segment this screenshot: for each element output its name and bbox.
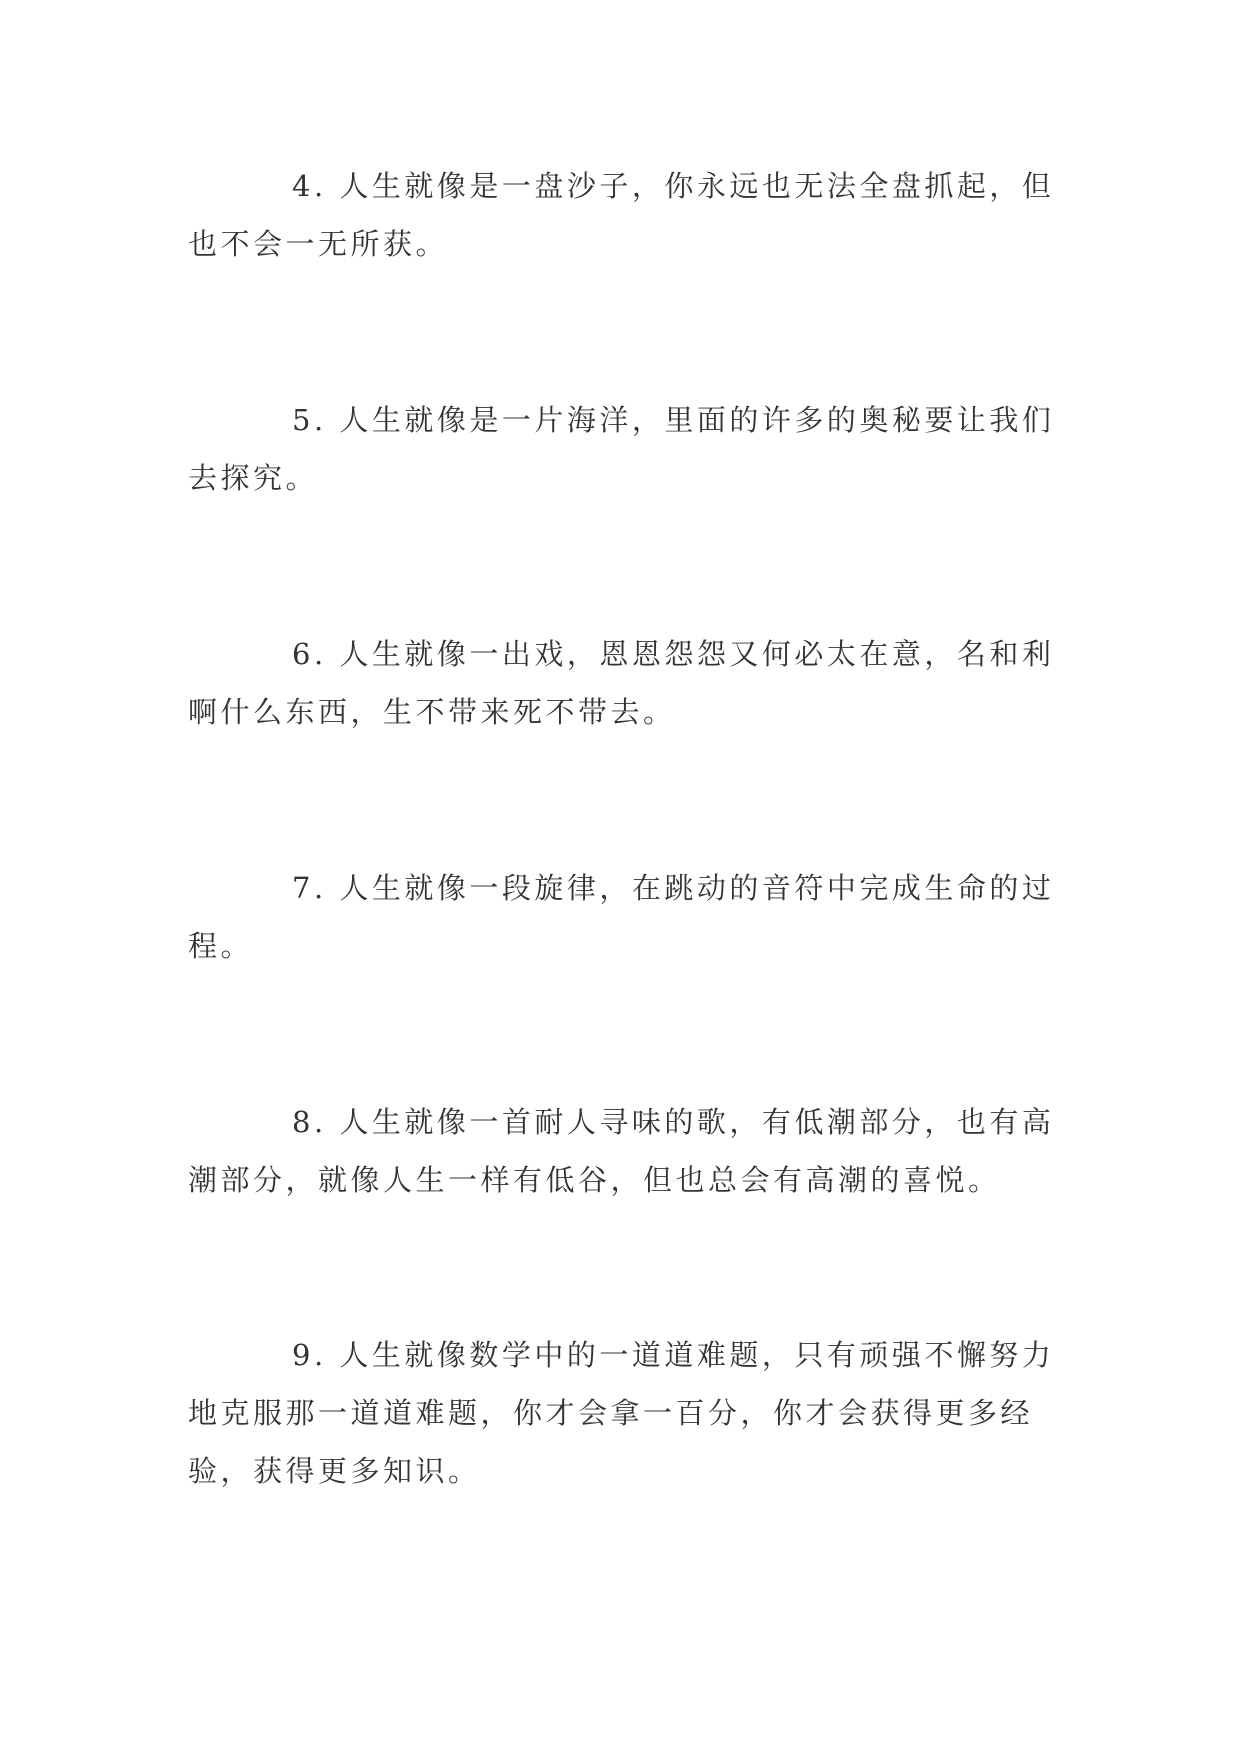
paragraph-7: 7. 人生就像一段旋律，在跳动的音符中完成生命的过程。 [188, 871, 1055, 963]
paragraph-4: 4. 人生就像是一盘沙子，你永远也无法全盘抓起，但也不会一无所获。 [188, 169, 1055, 261]
paragraph-8: 8. 人生就像一首耐人寻味的歌，有低潮部分，也有高潮部分，就像人生一样有低谷，但也总会有高潮的喜悦。 [188, 1105, 1055, 1197]
paragraph-6: 6. 人生就像一出戏，恩恩怨怨又何必太在意，名和利啊什么东西，生不带来死不带去。 [188, 637, 1055, 729]
paragraph-9: 9. 人生就像数学中的一道道难题，只有顽强不懈努力地克服那一道道难题，你才会拿一百分，你才会获得更多经验，获得更多知识。 [188, 1338, 1055, 1488]
paragraph-5: 5. 人生就像是一片海洋，里面的许多的奥秘要让我们去探究。 [188, 403, 1055, 495]
